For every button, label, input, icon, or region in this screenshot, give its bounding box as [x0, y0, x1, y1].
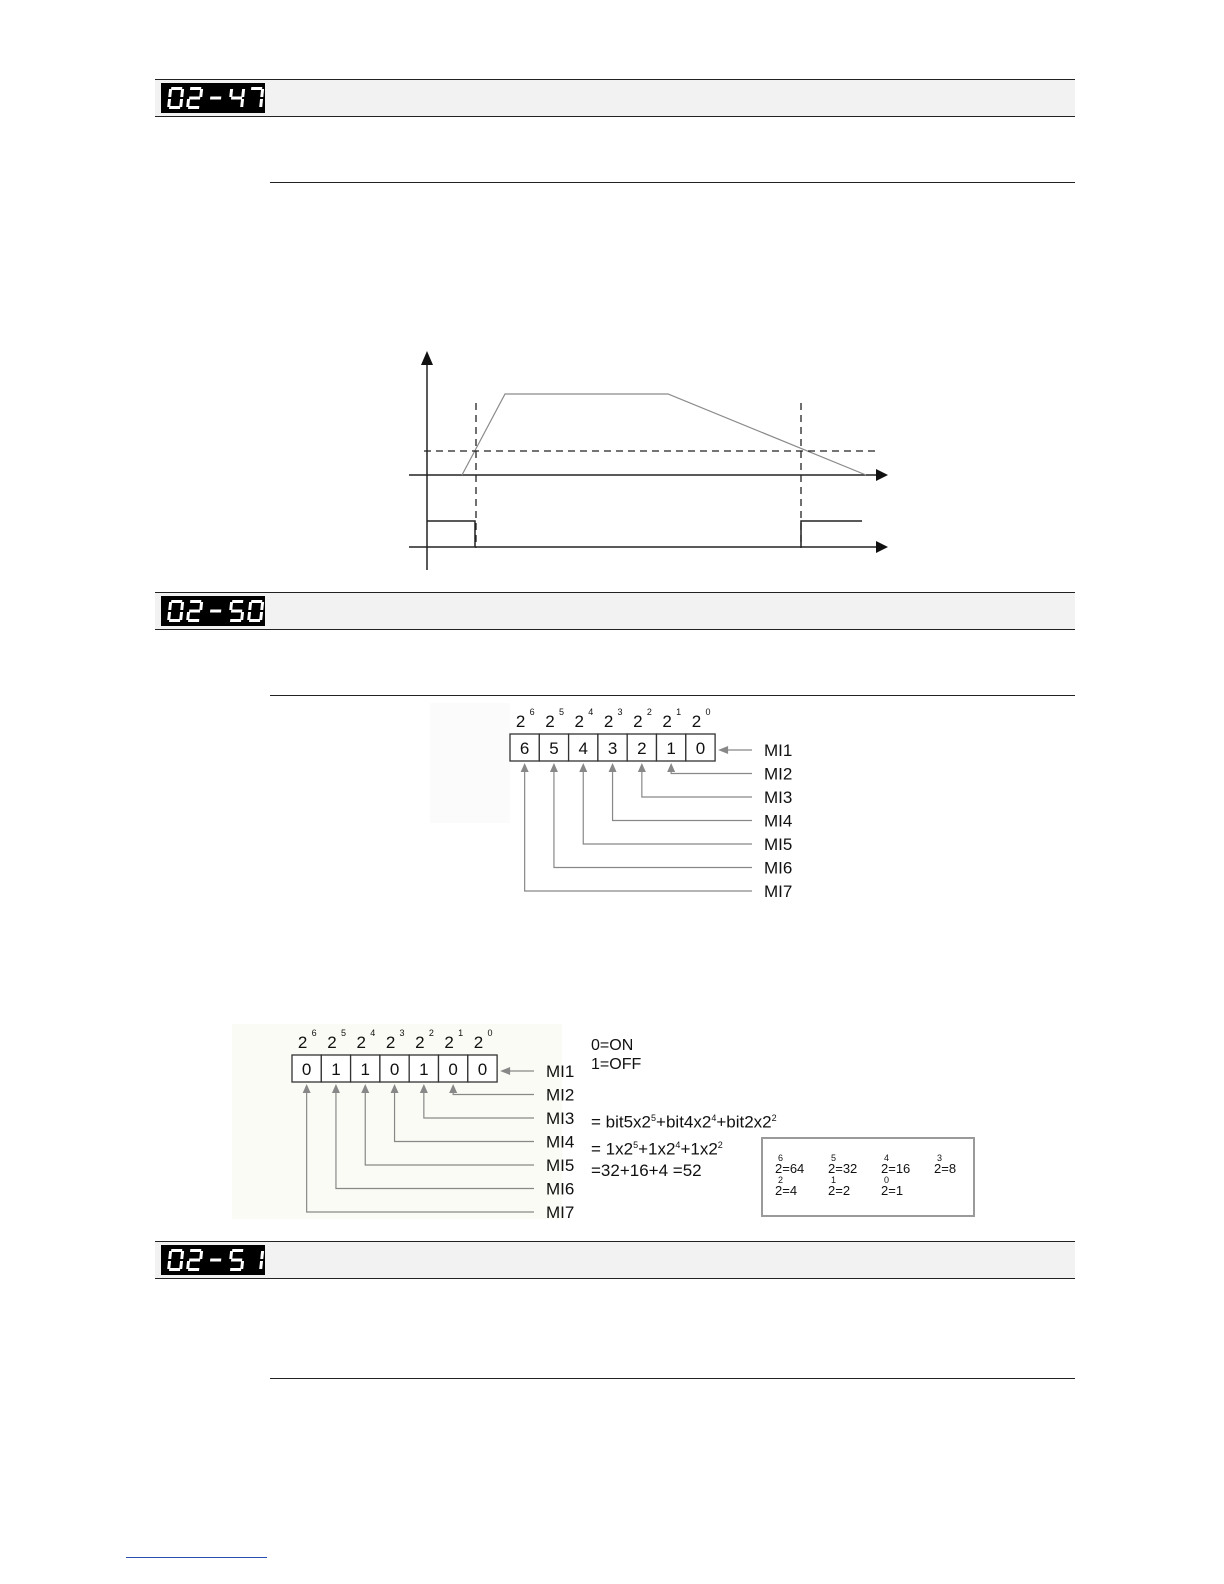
segment — [230, 619, 241, 622]
param-code-badge — [161, 596, 265, 626]
segment — [171, 87, 182, 90]
input-label: MI1 — [764, 741, 793, 760]
seven-segment-digit — [259, 1251, 264, 1269]
powers-table-exponent: 3 — [937, 1153, 943, 1163]
seven-segment-digit — [229, 1249, 244, 1271]
segment — [210, 97, 221, 100]
bit-cell-value: 4 — [578, 739, 588, 758]
pointer-line — [424, 1092, 534, 1118]
powers-table-entry — [828, 1153, 858, 1176]
frequency-curve — [462, 394, 866, 475]
powers-table-entry — [934, 1153, 957, 1176]
segment — [229, 1251, 233, 1259]
input-label: MI2 — [764, 764, 793, 784]
power-label: 2 — [662, 712, 672, 731]
segment — [199, 1251, 203, 1259]
seven-segment-digit — [247, 600, 264, 622]
power-exponent: 5 — [558, 707, 564, 717]
powers-table-value: 2=8 — [934, 1161, 957, 1176]
bit-cell-value: 2 — [637, 739, 647, 758]
segment — [231, 1259, 242, 1262]
pointer-arrow-icon — [718, 746, 728, 754]
pointer-line — [642, 771, 752, 797]
input-label: MI7 — [546, 1203, 575, 1222]
segment — [240, 99, 244, 107]
segment — [180, 1251, 184, 1259]
input-label: MI3 — [764, 788, 793, 807]
power-exponent: 1 — [676, 707, 682, 717]
powers-table-exponent: 0 — [884, 1175, 890, 1185]
seven-segment-code — [161, 83, 265, 113]
section-rule — [270, 182, 1075, 183]
powers-table-entry — [881, 1153, 911, 1176]
seven-segment-code — [161, 596, 265, 626]
section-rule — [270, 1378, 1075, 1379]
pointer-line — [453, 1092, 534, 1095]
powers-table-entry — [881, 1175, 904, 1198]
powers-table-entry — [828, 1175, 851, 1198]
segment — [168, 602, 172, 610]
timing-diagram — [400, 345, 900, 580]
segment — [189, 97, 200, 100]
param-header-02-50 — [155, 592, 1075, 630]
bit-cell-value: 0 — [448, 1060, 458, 1079]
powers-table-entry — [775, 1153, 805, 1176]
pointer-arrow-icon — [332, 1084, 340, 1093]
segment — [171, 600, 182, 603]
power-exponent: 0 — [705, 707, 711, 717]
input-label: MI5 — [764, 835, 793, 854]
segment — [240, 612, 244, 620]
segment — [186, 99, 190, 107]
segment — [167, 612, 171, 620]
param-code-badge — [161, 83, 265, 113]
seven-segment-digit — [251, 87, 264, 107]
segment — [210, 610, 221, 613]
pointer-line — [671, 771, 752, 774]
input-label: MI6 — [546, 1179, 575, 1199]
output-pulse-on — [427, 521, 475, 547]
power-label: 2 — [327, 1033, 337, 1052]
power-exponent: 3 — [399, 1028, 405, 1038]
pointer-line — [365, 1092, 534, 1165]
power-exponent: 2 — [646, 707, 652, 717]
pointer-arrow-icon — [500, 1067, 510, 1075]
pointer-line — [583, 771, 752, 844]
pointer-line — [525, 771, 752, 891]
power-exponent: 6 — [529, 707, 535, 717]
input-label: MI3 — [546, 1109, 575, 1128]
bit-cell-value: 1 — [666, 739, 676, 758]
image-background — [430, 703, 510, 823]
powers-table-value: 2=64 — [775, 1161, 805, 1176]
segment — [240, 1261, 244, 1269]
power-label: 2 — [574, 712, 584, 731]
segment — [180, 89, 184, 97]
input-label: MI5 — [546, 1156, 575, 1175]
footer-link-underline[interactable] — [126, 1557, 267, 1558]
power-label: 2 — [297, 1033, 308, 1052]
power-label: 2 — [633, 712, 643, 731]
segment — [188, 106, 199, 109]
seven-segment-digit — [167, 87, 184, 109]
powers-table-exponent: 4 — [884, 1153, 890, 1163]
segment — [230, 1268, 241, 1271]
segment — [169, 619, 180, 622]
power-exponent: 5 — [340, 1028, 346, 1038]
seven-segment-digit — [167, 600, 184, 622]
pointer-arrow-icon — [550, 763, 558, 772]
segment — [167, 99, 171, 107]
output-pulse-on — [801, 521, 862, 547]
seven-segment-digit — [229, 600, 244, 622]
powers-table-exponent: 1 — [831, 1175, 837, 1185]
power-label: 2 — [473, 1033, 484, 1052]
segment — [189, 1259, 200, 1262]
formula-line-1: = $bit5x2^5+bit4x2^4+bit2x2^2$ — [591, 1112, 777, 1132]
segment — [179, 99, 183, 107]
pointer-line — [613, 771, 752, 821]
segment — [260, 89, 264, 97]
segment — [190, 87, 201, 90]
pointer-arrow-icon — [420, 1084, 428, 1093]
seven-segment-digit — [210, 1259, 221, 1262]
bit-cell-value: 0 — [695, 739, 706, 758]
segment — [231, 610, 242, 613]
segment — [249, 619, 260, 622]
power-exponent: 1 — [458, 1028, 464, 1038]
power-exponent: 4 — [588, 707, 594, 717]
pointer-arrow-icon — [638, 763, 646, 772]
segment — [179, 612, 183, 620]
segment — [199, 602, 203, 610]
segment — [251, 600, 262, 603]
seven-segment-digit — [186, 600, 203, 622]
segment — [180, 602, 184, 610]
pointer-arrow-icon — [361, 1084, 369, 1093]
segment — [189, 610, 200, 613]
powers-table-entry — [775, 1175, 798, 1198]
seven-segment-digit — [210, 610, 221, 613]
segment — [259, 99, 263, 107]
segment — [232, 600, 243, 603]
segment — [167, 1261, 171, 1269]
param-header-02-47 — [155, 79, 1075, 117]
param-code-badge — [161, 1245, 265, 1275]
segment — [251, 87, 262, 90]
input-label: MI4 — [764, 811, 793, 831]
segment — [231, 97, 242, 100]
segment — [229, 602, 233, 610]
formula-line-2: = $1x2^5+1x2^4+1x2^2$ — [591, 1139, 723, 1159]
segment — [169, 106, 180, 109]
pointer-arrow-icon — [391, 1084, 399, 1093]
seven-segment-digit — [229, 89, 245, 107]
seven-segment-digit — [186, 87, 203, 109]
pointer-arrow-icon — [521, 763, 529, 772]
power-label: 2 — [545, 712, 555, 731]
seven-segment-digit — [210, 97, 221, 100]
segment — [190, 600, 201, 603]
seven-segment-code — [161, 1245, 265, 1275]
power-exponent: 2 — [428, 1028, 434, 1038]
pointer-arrow-icon — [303, 1084, 311, 1093]
powers-table-value: 2=32 — [828, 1161, 858, 1176]
power-label: 2 — [356, 1033, 366, 1052]
bit-map-example-diagram — [282, 1026, 602, 1226]
bit-cell-value: 3 — [607, 739, 618, 758]
power-exponent: 0 — [487, 1028, 493, 1038]
power-label: 2 — [444, 1033, 454, 1052]
pointer-arrow-icon — [667, 763, 675, 772]
pointer-line — [307, 1092, 534, 1212]
power-label: 2 — [385, 1033, 396, 1052]
off-legend: 1=OFF — [591, 1056, 642, 1073]
power-label: 2 — [691, 712, 702, 731]
bit-cell-value: 0 — [477, 1060, 488, 1079]
power-exponent: 3 — [617, 707, 623, 717]
bit-cell-value: 1 — [419, 1060, 429, 1079]
powers-table-value: 2=2 — [828, 1183, 851, 1198]
lower-x-axis-arrow-icon — [876, 541, 888, 553]
segment — [232, 1249, 243, 1252]
seven-segment-digit — [186, 1249, 203, 1271]
input-label: MI2 — [546, 1085, 575, 1105]
power-exponent: 4 — [370, 1028, 376, 1038]
powers-table-value: 2=1 — [881, 1183, 904, 1198]
bit-cell-value: 0 — [301, 1060, 312, 1079]
formula-line-3: =32+16+4 =52 — [591, 1161, 702, 1181]
bit-map-diagram — [500, 705, 820, 905]
segment — [229, 89, 233, 97]
segment — [188, 619, 199, 622]
bit-cell-value: 0 — [389, 1060, 400, 1079]
segment — [186, 1261, 190, 1269]
power-label: 2 — [515, 712, 526, 731]
pointer-arrow-icon — [579, 763, 587, 772]
segment — [259, 1261, 263, 1269]
y-axis-arrow-icon — [421, 351, 433, 365]
segment — [210, 1259, 221, 1262]
power-label: 2 — [603, 712, 614, 731]
segment — [188, 1268, 199, 1271]
pointer-arrow-icon — [449, 1084, 457, 1093]
pointer-line — [395, 1092, 534, 1142]
segment — [190, 1249, 201, 1252]
on-off-legend — [591, 1036, 641, 1074]
bit-cell-value: 1 — [331, 1060, 341, 1079]
seven-segment-digit — [167, 1249, 184, 1271]
segment — [186, 612, 190, 620]
powers-table-value: 2=16 — [881, 1161, 911, 1176]
input-label: MI1 — [546, 1062, 575, 1081]
param-header-02-51 — [155, 1241, 1075, 1279]
segment — [168, 89, 172, 97]
powers-table-exponent: 6 — [778, 1153, 784, 1163]
segment — [171, 1249, 182, 1252]
segment — [260, 602, 264, 610]
power-label: 2 — [415, 1033, 425, 1052]
bit-cell-value: 1 — [360, 1060, 370, 1079]
input-label: MI6 — [764, 858, 793, 878]
segment — [247, 612, 251, 620]
calculation-formula — [591, 1107, 777, 1182]
segment — [241, 89, 245, 97]
powers-table-exponent: 5 — [831, 1153, 837, 1163]
segment — [199, 89, 203, 97]
section-rule — [270, 695, 1075, 696]
segment — [169, 1268, 180, 1271]
bit-cell-value: 5 — [549, 739, 559, 758]
segment — [179, 1261, 183, 1269]
segment — [260, 1251, 264, 1259]
powers-table-exponent: 2 — [778, 1175, 784, 1185]
bit-cell-value: 6 — [519, 739, 530, 758]
powers-of-two-table — [761, 1137, 975, 1217]
power-exponent: 6 — [311, 1028, 317, 1038]
segment — [259, 612, 263, 620]
pointer-arrow-icon — [609, 763, 617, 772]
upper-x-axis-arrow-icon — [876, 469, 888, 481]
input-label: MI7 — [764, 882, 793, 901]
on-legend: 0=ON — [591, 1037, 634, 1054]
input-label: MI4 — [546, 1132, 575, 1152]
segment — [168, 1251, 172, 1259]
segment — [248, 602, 252, 610]
powers-table-value: 2=4 — [775, 1183, 798, 1198]
